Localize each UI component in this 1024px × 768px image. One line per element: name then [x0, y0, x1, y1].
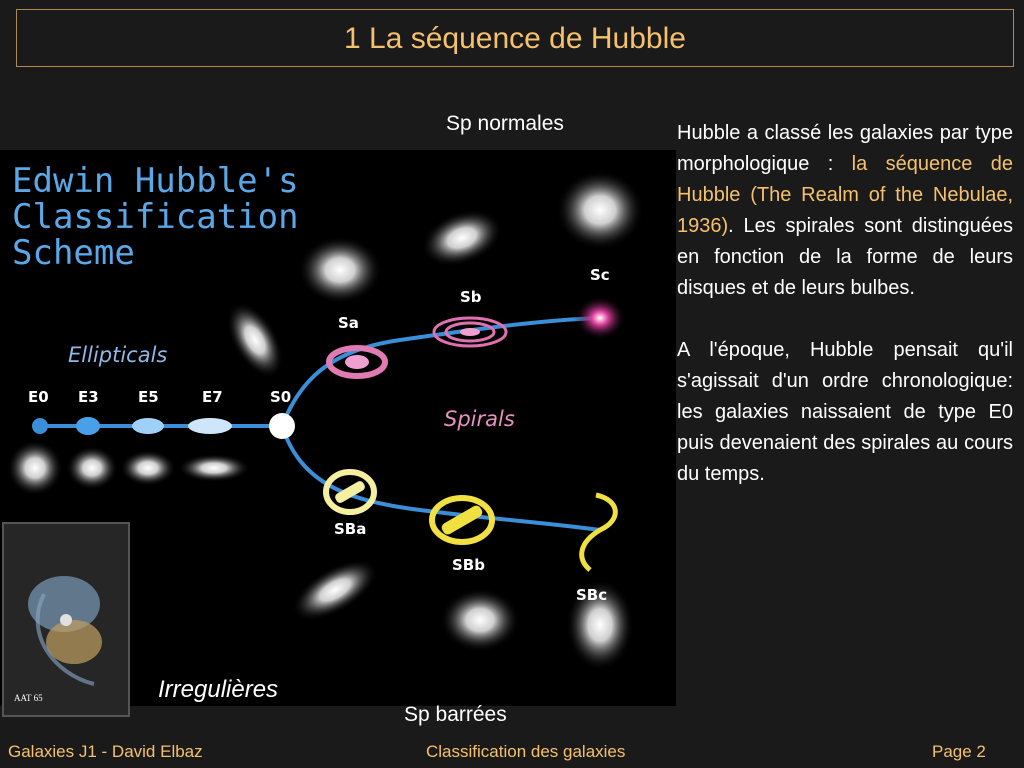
irregular-galaxy-photo [2, 522, 130, 717]
caption-barred-spirals: Sp barrées [404, 703, 507, 726]
paragraph-1-intro: Hubble a classé les galaxies par type morphologique : [677, 122, 1013, 175]
paragraph-2: A l'époque, Hubble pensait qu'il s'agissait d'un ordre chronologique: les galaxies naissaient de type E0 puis devenaient des spirales au cours du temps. [677, 339, 1013, 485]
sbb-label: SBb [452, 556, 485, 574]
galaxy-image-sb-upper [414, 199, 511, 277]
diagram-heading-line1: Edwin Hubble's [12, 161, 299, 201]
ellipticals-label: Ellipticals [68, 343, 168, 367]
sc-symbol [574, 296, 626, 340]
galaxy-image-sba [282, 547, 387, 633]
e7-symbol [188, 418, 232, 434]
e0-label: E0 [28, 388, 49, 406]
e5-label: E5 [138, 388, 159, 406]
caption-irregulars: Irregulières [158, 676, 279, 703]
e0-symbol [32, 418, 48, 434]
galaxy-image-sc-upper [556, 170, 644, 250]
s0-label: S0 [270, 388, 292, 406]
photo-credit-label: AAT 65 [14, 693, 43, 703]
diagram-heading-line3: Scheme [12, 233, 135, 273]
caption-normal-spirals: Sp normales [446, 112, 564, 135]
s0-symbol [269, 413, 295, 439]
diagram-heading-line2: Classification [12, 197, 299, 237]
sbc-symbol [582, 495, 616, 570]
paragraph-1-highlight: la séquence de Hubble (The Realm of the Nebulae, 1936) [677, 153, 1013, 237]
body-text [677, 118, 1013, 490]
paragraph-1-spirals: Les spirales sont distinguées en fonction de la forme de leurs disques et de leurs bulbes. [677, 215, 1013, 299]
title-box [16, 9, 1014, 67]
e5-symbol [132, 418, 164, 434]
sbb-symbol [432, 498, 492, 542]
galaxy-image-e5 [120, 450, 176, 486]
slide-title: 1 La séquence de Hubble [344, 22, 686, 55]
galaxy-image-sbb [440, 588, 520, 652]
sc-label: Sc [590, 266, 610, 284]
galaxy-image-e0 [7, 440, 63, 496]
sba-symbol [326, 472, 374, 512]
sb-symbol [434, 318, 506, 346]
fork-spirals-line [282, 318, 600, 426]
paragraph-1-period: . [728, 215, 734, 237]
spirals-label: Spirals [444, 407, 515, 431]
sbc-label: SBc [576, 586, 608, 604]
sba-label: SBa [334, 520, 367, 538]
galaxy-image-e-upper-2 [215, 293, 295, 388]
paragraph-1 [677, 118, 1013, 304]
footer-author: Galaxies J1 - David Elbaz [8, 742, 203, 761]
footer-page-number: Page 2 [932, 742, 986, 761]
galaxy-image-e3 [66, 446, 118, 490]
e7-label: E7 [202, 388, 223, 406]
galaxy-image-e7 [178, 454, 250, 482]
e3-label: E3 [78, 388, 99, 406]
e3-symbol [76, 417, 100, 435]
footer-topic: Classification des galaxies [426, 742, 626, 761]
footer [0, 738, 1024, 768]
sb-label: Sb [460, 288, 482, 306]
galaxy-image-e-upper-1 [298, 236, 382, 304]
sa-label: Sa [338, 314, 359, 332]
